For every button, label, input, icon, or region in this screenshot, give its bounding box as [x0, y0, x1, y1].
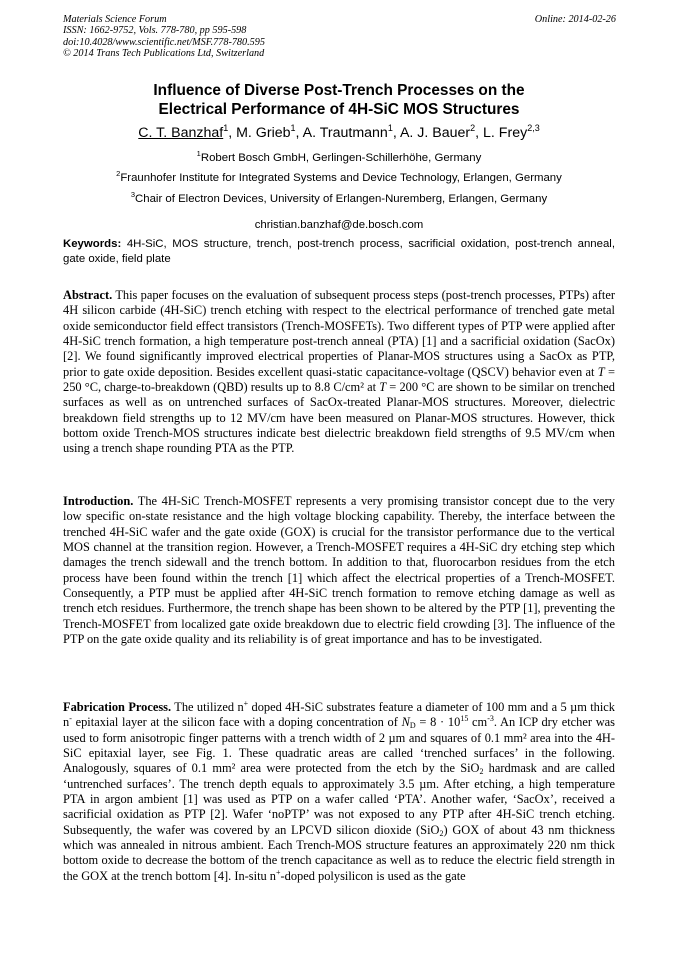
author-name: M. Grieb: [236, 125, 291, 141]
fabrication-text: -doped polysilicon is used as the gate: [280, 868, 466, 883]
superscript: -: [69, 714, 72, 724]
fabrication-label: Fabrication Process.: [63, 700, 172, 714]
superscript: 15: [460, 714, 469, 724]
author-list: [63, 124, 615, 142]
affiliation-2: [63, 171, 615, 185]
author-name: C. T. Banzhaf: [138, 125, 224, 141]
affiliation-text: Chair of Electron Devices, University of Erlangen-Nuremberg, Erlangen, Germany: [135, 193, 548, 205]
affiliation-text: Robert Bosch GmbH, Gerlingen-Schillerhöhe, Germany: [200, 152, 482, 164]
author-affiliation-number: 2: [470, 123, 476, 133]
doi-line: doi:10.4028/www.scientific.net/MSF.778-780.595: [63, 36, 265, 48]
superscript: -3: [487, 714, 494, 724]
fabrication-text: hardmask and are called ‘untrenched surfaces’. The trench depth equals to approximately 3.5 µm. After etching, a high temperature PTA in argon ambient [1] was used as PTP on a wafer called ‘PTA’. Another wafer, ‘SacOx’, received a sacrificial oxidation as PTP [2]. Wafer ‘noPTP’ was not exposed to any PTP after 4H-SiC trench etching. Subsequently, the wafer was covered by an LPCVD silicon dioxide (SiO: [63, 761, 616, 837]
introduction-section: [63, 494, 615, 647]
fabrication-text: = 8 · 10: [415, 715, 461, 730]
superscript: +: [243, 699, 249, 708]
temperature-symbol: T: [379, 380, 387, 395]
author-affiliation-number: 1: [290, 123, 296, 133]
keywords-label: Keywords:: [63, 238, 122, 250]
author-email[interactable]: christian.banzhaf@de.bosch.com: [254, 219, 424, 231]
author-affiliation-number: 1: [223, 123, 229, 133]
affiliation-3: [63, 192, 615, 206]
abstract-section: [63, 288, 615, 457]
fabrication-text: The utilized n: [174, 700, 244, 714]
fabrication-text: cm: [468, 715, 488, 730]
fabrication-text: ) GOX of about 43 nm thickness which was annealed in nitrous ambient. Each Trench-MOS structure features an approximately 220 nm thick bottom oxide to decrease the bottom of the trench capacitance as well as to reduce the electric field strength in the GOX at the trench bottom [4]. In-situ n: [63, 822, 615, 883]
title-line-2: Electrical Performance of 4H-SiC MOS Structures: [158, 101, 520, 118]
introduction-label: Introduction.: [63, 494, 134, 508]
superscript: +: [276, 867, 281, 877]
subscript: D: [409, 721, 416, 731]
author-separator: ,: [392, 125, 400, 141]
affiliation-number: 2: [116, 169, 121, 178]
fabrication-text: doped 4H-SiC substrates feature a diameter of 100 mm and a 5 µm thick n: [63, 700, 615, 730]
online-date: Online: 2014-02-26: [534, 14, 616, 25]
abstract-text: = 200 °C are shown to be similar on trenched surfaces as well as on untrenched surfaces of SacOx-treated Planar-MOS structures. Moreover, dielectric breakdown field strengths up to 12 MV/cm have been measured on Planar-MOS structures. However, thick bottom oxide Trench-MOS structures indicate best dielectric breakdown field strengths of 9.5 MV/cm when using a trench shape rounding PTA as the PTP.: [63, 380, 615, 456]
affiliation-number: 1: [196, 149, 201, 158]
subscript: 2: [439, 828, 444, 838]
author-separator: ,: [295, 125, 303, 141]
issn-line: ISSN: 1662-9752, Vols. 778-780, pp 595-598: [63, 25, 247, 37]
affiliation-number: 3: [130, 190, 136, 199]
temperature-symbol: T: [597, 364, 605, 379]
author-name: A. Trautmann: [302, 125, 388, 141]
doping-symbol: N: [401, 715, 410, 730]
abstract-text: = 250 °C, charge-to-breakdown (QBD) results up to 8.8 C/cm² at: [63, 364, 615, 395]
fabrication-section: [63, 700, 615, 884]
fabrication-text: . An ICP dry etcher was used to form anisotropic finger patterns with a trench width of 2 µm and squares of 0.1 mm² area into the 4H-SiC epitaxial layer, see Fig. 1. These quadratic areas are called ‘trenched surfaces’ in the following. Analogously, squares of 0.1 mm² area were protected from the etch by the SiO: [63, 715, 615, 776]
paper-title: [63, 81, 615, 119]
keywords-text: 4H-SiC, MOS structure, trench, post-trench process, sacrificial oxidation, post-trench anneal, gate oxide, field plate: [63, 238, 616, 266]
author-name: L. Frey: [483, 125, 528, 141]
author-separator: ,: [228, 125, 237, 141]
author-name: A. J. Bauer: [399, 125, 471, 141]
copyright-line: © 2014 Trans Tech Publications Ltd, Switzerland: [63, 48, 265, 60]
keywords: [63, 237, 615, 268]
fabrication-text: epitaxial layer at the silicon face with a doping concentration of: [71, 715, 402, 730]
author-affiliation-number: 1: [387, 123, 393, 133]
subscript: 2: [479, 767, 484, 777]
abstract-label: Abstract.: [63, 288, 113, 302]
affiliation-1: [63, 151, 615, 165]
author-affiliation-number: 2,3: [527, 123, 540, 133]
abstract-text: This paper focuses on the evaluation of subsequent process steps (post-trench processes, PTPs) after 4H silicon carbide (4H-SiC) trench etching with respect to the electrical performance of trenched gate metal oxide semiconductor field effect transistors (Trench-MOSFETs). Two different types of PTP were applied after 4H-SiC trench formation, a high temperature post-trench anneal (PTA) [1] and a sacrificial oxidation (SacOx) [2]. We found significantly improved electrical properties of Planar-MOS structures using a SacOx as PTP, prior to gate oxide deposition. Besides excellent quasi-static capacitance-voltage (QSCV) behavior even at: [63, 288, 615, 379]
affiliation-text: Fraunhofer Institute for Integrated Systems and Device Technology, Erlangen, Germany: [120, 172, 562, 184]
author-separator: ,: [475, 125, 484, 141]
title-line-1: Influence of Diverse Post-Trench Processes on the: [153, 82, 525, 99]
journal-header: [63, 14, 483, 60]
journal-name: Materials Science Forum: [63, 14, 167, 25]
introduction-text: The 4H-SiC Trench-MOSFET represents a very promising transistor concept due to the very low specific on-state resistance and the high voltage blocking capability. Thereby, the interface between the trenched 4H-SiC wafer and the gate oxide (GOX) is crucial for the transistor performance due to the vertical MOS channel at the transition region. However, a Trench-MOSFET requires a 4H-SiC dry etching step which damages the trench sidewall and the trench bottom. In addition to that, fluorocarbon residues from the etch process have been found within the trench [1] which affect the electrical properties of a Trench-MOSFET. Consequently, a PTP must be applied after 4H-SiC trench formation to remove etching damage as well as trench etch residues. Furthermore, the trench shape has been shown to be altered by the PTP [1], preventing the Trench-MOSFET from localized gate oxide breakdown due to electric field crowding [3]. The influence of the PTP on the gate oxide quality and its reliability is of great importance and has to be investigated.: [63, 494, 615, 647]
